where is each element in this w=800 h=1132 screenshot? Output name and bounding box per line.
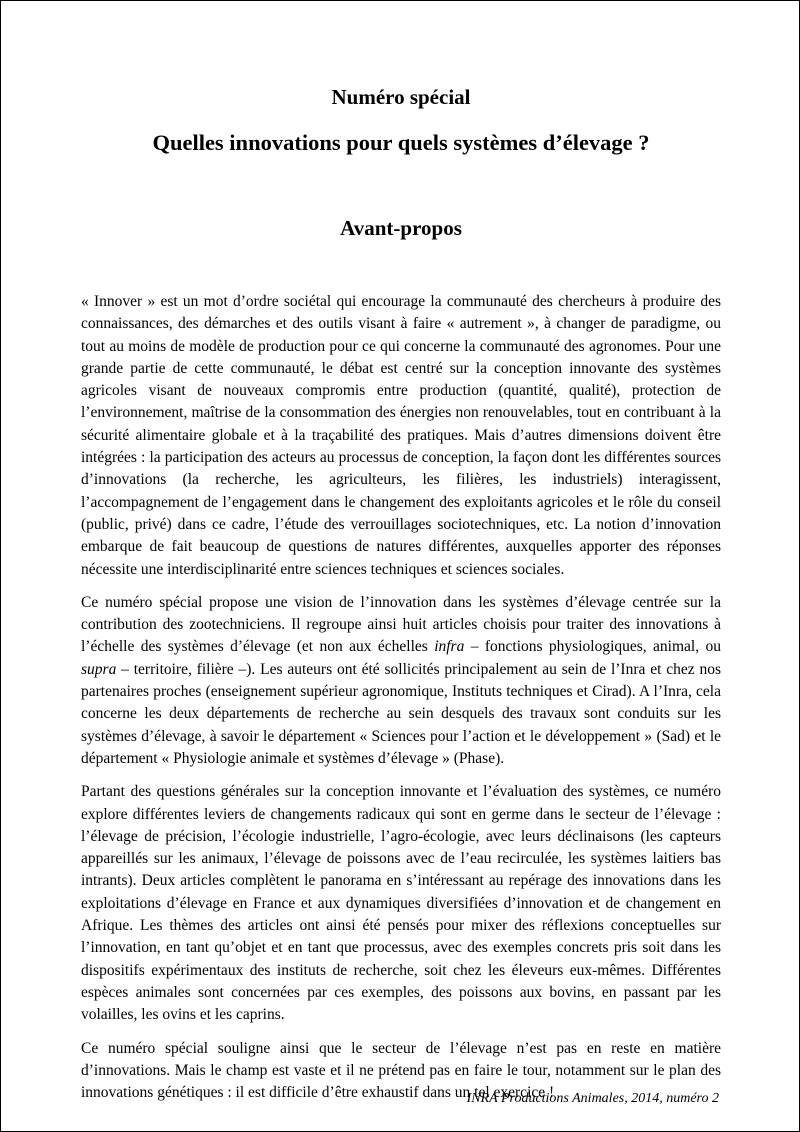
- footer-citation: INRA Productions Animales, 2014, numéro 2: [466, 1091, 719, 1106]
- italic-text-segment: supra: [81, 660, 117, 678]
- text-segment: – territoire, filière –). Les auteurs ont été sollicités principalement au sein de l’Inra et chez nos partenaires proches (enseignement supérieur agronomique, Instituts techniques et Cirad). A l’Inra, cela concerne les deux départements de recherche au sein desquels des travaux sont conduits sur les systèmes d’élevage, à savoir le département « Sciences pour l’action et le développement » (Sad) et le département « Physiologie animale et systèmes d’élevage » (Phase).: [81, 660, 721, 767]
- text-segment: « Innover » est un mot d’ordre sociétal qui encourage la communauté des chercheurs à produire des connaissances, des démarches et des outils visant à faire « autrement », à changer de paradigme, ou tout au moins de modèle de production pour ce qui concerne la communauté des agronomes. Pour une grande partie de cette communauté, le débat est centré sur la conception innovante des systèmes agricoles visant de nouveaux compromis entre production (quantité, qualité), protection de l’environnement, maîtrise de la consommation des énergies non renouvelables, tout en contribuant à la sécurité alimentaire globale et à la traçabilité des pratiques. Mais d’autres dimensions doivent être intégrées : la participation des acteurs au processus de conception, la façon dont les différentes sources d’innovations (la recherche, les agriculteurs, les filières, les industriels) interagissent, l’accompagnement de l’engagement dans le changement des exploitants agricoles et le rôle du conseil (public, privé) dans ce cadre, l’étude des verrouillages sociotechniques, etc. La notion d’innovation embarque de fait beaucoup de questions de natures différentes, auxquelles apporter des réponses nécessite une interdisciplinarité entre sciences techniques et sciences sociales.: [81, 293, 721, 578]
- text-segment: – fonctions physiologiques, animal, ou: [464, 638, 721, 656]
- italic-text-segment: infra: [434, 638, 465, 656]
- paragraph: [81, 781, 721, 1026]
- paragraph: [81, 592, 721, 770]
- text-segment: Ce numéro spécial propose une vision de l’innovation dans les systèmes d’élevage centrée sur la contribution des zootechniciens. Il regroupe ainsi huit articles choisis pour traiter des innovations à l’échelle des systèmes d’élevage (et non aux échelles: [81, 593, 721, 656]
- text-segment: Partant des questions générales sur la conception innovante et l’évaluation des systèmes, ce numéro explore différentes leviers de changements radicaux qui sont en germe dans le secteur de l’élevage : l’élevage de précision, l’écologie industrielle, l’agro-écologie, avec leurs déclinaisons (les capteurs appareillés sur les animaux, l’élevage de poissons avec de l’eau recirculée, les systèmes laitiers bas intrants). Deux articles complètent le panorama en s’intéressant au repérage des innovations dans les exploitations d’élevage en France et aux dynamiques diversifiées d’innovation et de changement en Afrique. Les thèmes des articles ont ainsi été pensés pour mixer des réflexions conceptuelles sur l’innovation, en tant qu’objet et en tant que processus, avec des exemples concrets pris soit dans les dispositifs expérimentaux des instituts de recherche, soit chez les éleveurs eux-mêmes. Différentes espèces animales sont concernées par ces exemples, des poissons aux bovins, en passant par les volailles, les ovins et les caprins.: [81, 783, 721, 1024]
- body-text: [81, 291, 721, 1104]
- page-title: Numéro spécial: [331, 85, 471, 109]
- page-subtitle: Quelles innovations pour quels systèmes d’élevage ?: [152, 130, 650, 155]
- paragraph: [81, 291, 721, 581]
- text-segment: Ce numéro spécial souligne ainsi que le secteur de l’élevage n’est pas en reste en matière d’innovations. Mais le champ est vaste et il ne prétend pas en faire le tour, notamment sur le plan des innovations génétiques : il est difficile d’être exhaustif dans un tel exercice !: [81, 1039, 721, 1102]
- section-heading: Avant-propos: [340, 216, 462, 240]
